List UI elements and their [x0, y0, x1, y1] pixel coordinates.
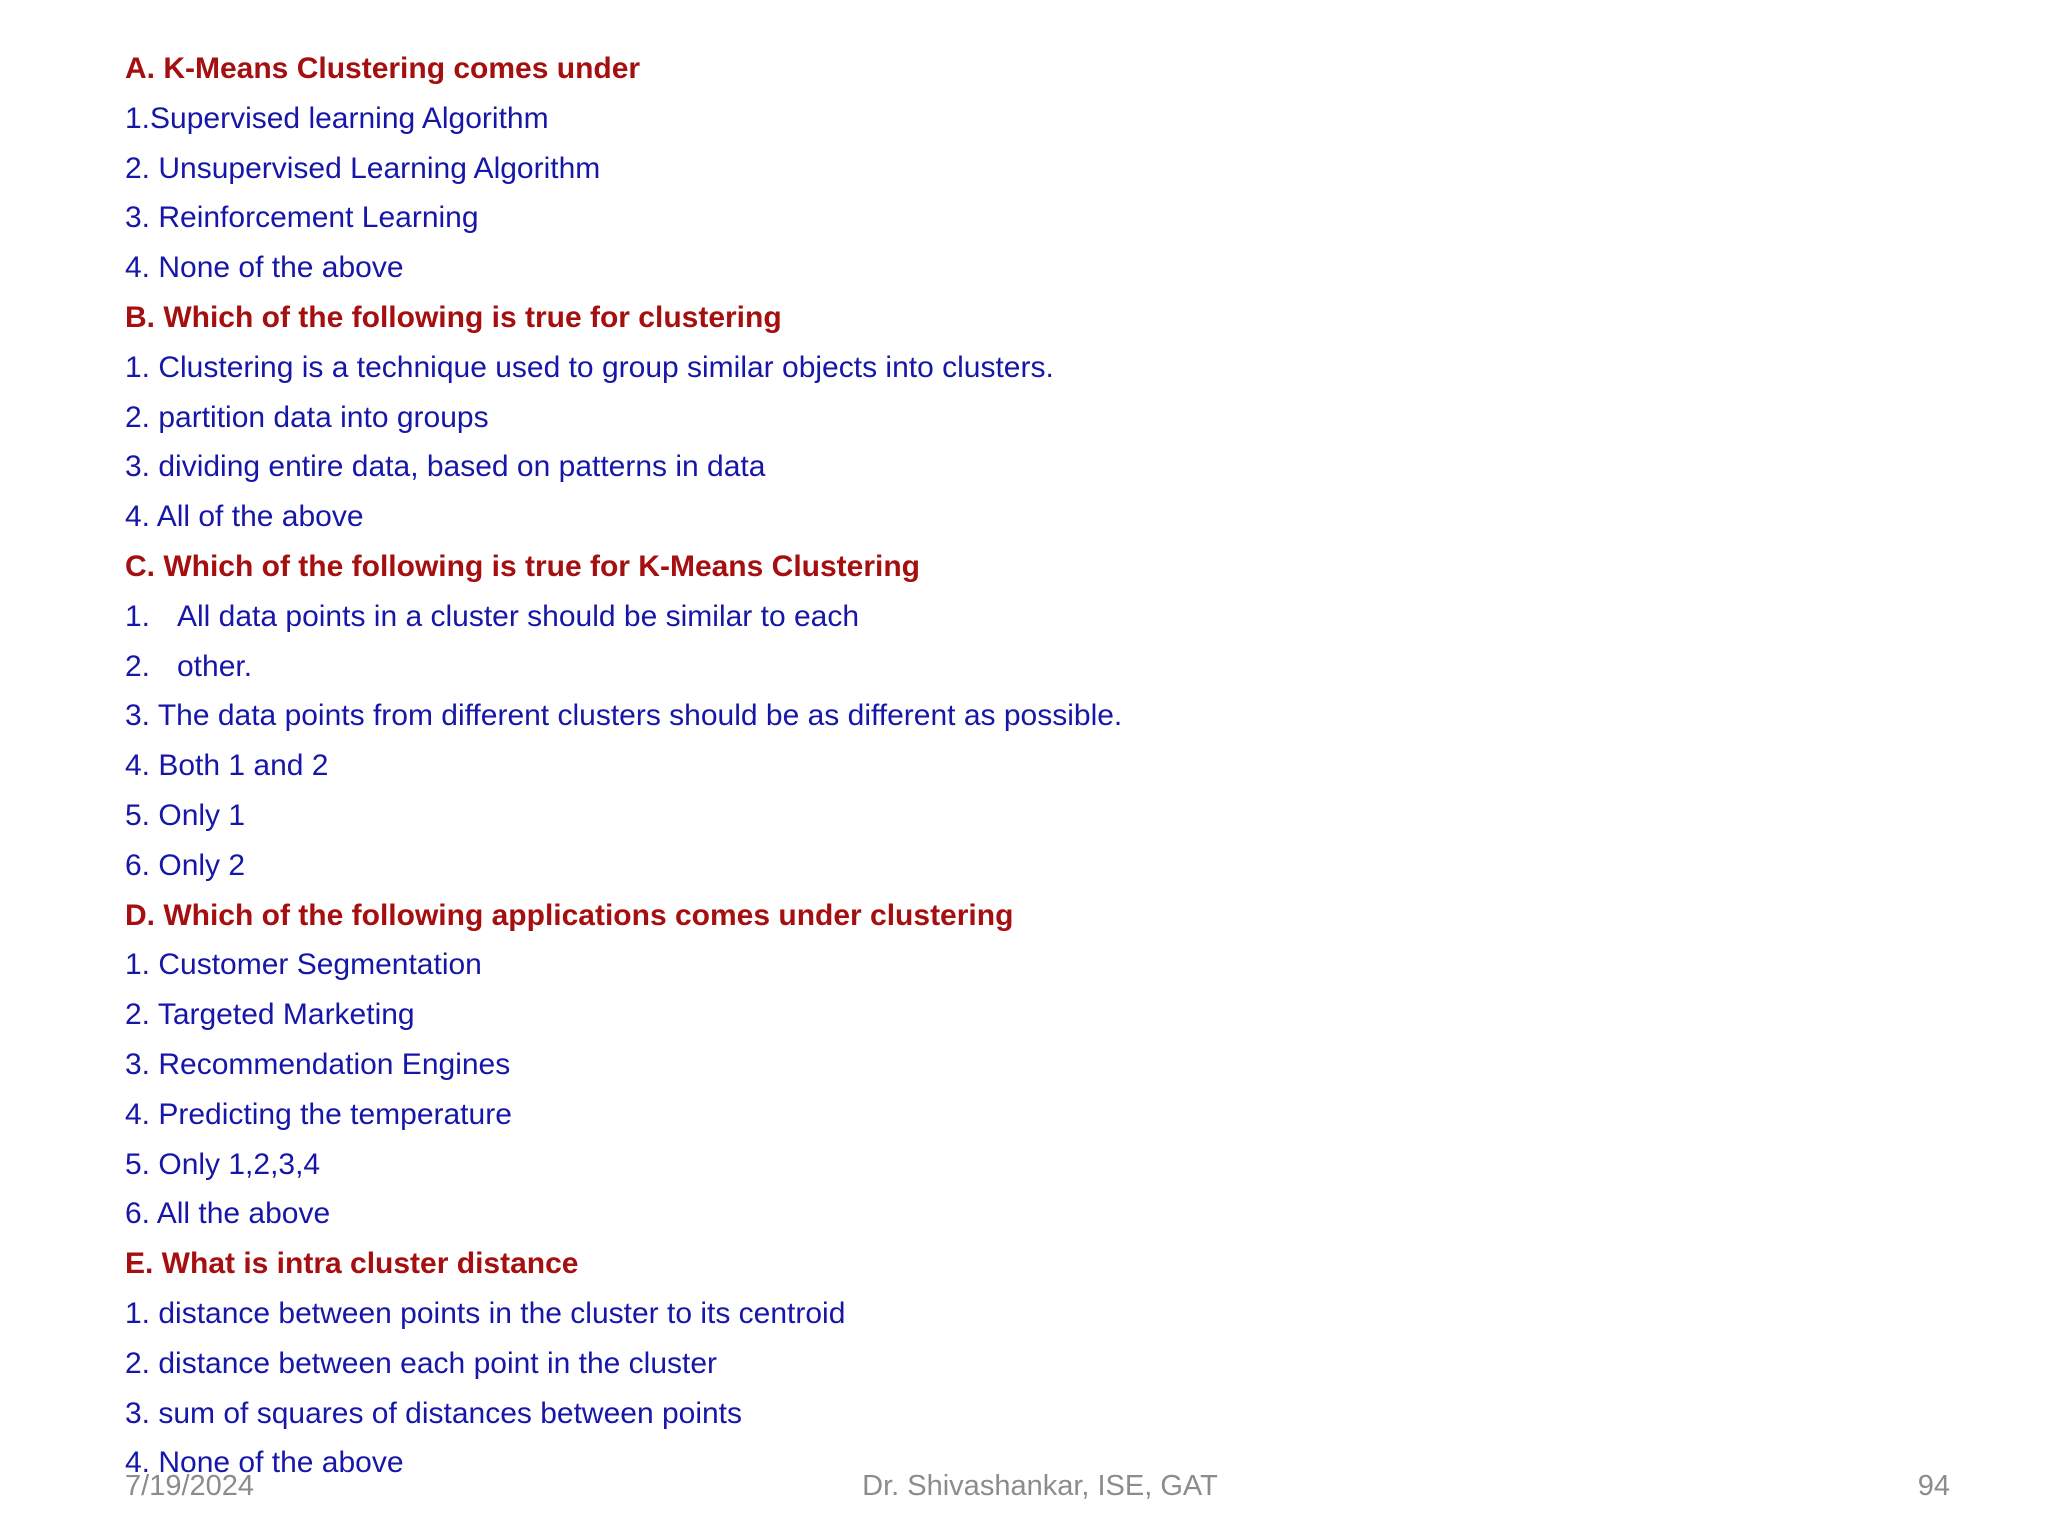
question-a-option-1: 1.Supervised learning Algorithm [125, 101, 549, 135]
question-e-option-1: 1. distance between points in the cluster to its centroid [125, 1296, 846, 1330]
question-d-option-5: 5. Only 1,2,3,4 [125, 1147, 321, 1181]
question-a-heading: A. K-Means Clustering comes under [125, 52, 641, 85]
question-e-option-3: 3. sum of squares of distances between points [125, 1396, 743, 1430]
question-d-heading: D. Which of the following applications comes under clustering [125, 898, 1014, 932]
question-b-option-2: 2. partition data into groups [125, 400, 489, 434]
question-b-option-3: 3. dividing entire data, based on patterns in data [125, 450, 766, 484]
list-item-text: All data points in a cluster should be similar to each [177, 599, 860, 633]
list-item-number: 2. [125, 649, 151, 683]
footer-author: Dr. Shivashankar, ISE, GAT [862, 1470, 1218, 1502]
question-a-option-2: 2. Unsupervised Learning Algorithm [125, 151, 601, 185]
footer-date: 7/19/2024 [125, 1470, 255, 1502]
question-e-heading: E. What is intra cluster distance [125, 1247, 579, 1281]
question-c-option-3: 3. The data points from different clusters should be as different as possible. [125, 699, 1123, 733]
question-c-heading: C. Which of the following is true for K-Means Clustering [125, 549, 920, 583]
list-item-number: 1. [125, 599, 151, 633]
question-b-option-4: 4. All of the above [125, 500, 364, 534]
question-c-list-item-1 [125, 592, 1825, 642]
question-d-option-1: 1. Customer Segmentation [125, 948, 482, 982]
list-item-text: other. [177, 649, 253, 683]
question-d-option-2: 2. Targeted Marketing [125, 998, 415, 1032]
question-a-option-3: 3. Reinforcement Learning [125, 201, 479, 235]
question-b-option-1: 1. Clustering is a technique used to group similar objects into clusters. [125, 350, 1054, 384]
question-e-option-2: 2. distance between each point in the cluster [125, 1346, 718, 1380]
question-b-heading: B. Which of the following is true for clustering [125, 300, 782, 334]
footer-page-number: 94 [1917, 1470, 1950, 1502]
question-d-option-6: 6. All the above [125, 1197, 331, 1231]
question-c-option-5: 5. Only 1 [125, 798, 246, 832]
question-c-option-4: 4. Both 1 and 2 [125, 749, 329, 783]
question-d-option-4: 4. Predicting the temperature [125, 1097, 512, 1131]
question-c-list-item-2 [125, 642, 1825, 692]
question-c-option-6: 6. Only 2 [125, 848, 246, 882]
question-e-option-4: 4. None of the above [125, 1446, 404, 1480]
question-d-option-3: 3. Recommendation Engines [125, 1047, 511, 1081]
question-a-option-4: 4. None of the above [125, 251, 404, 285]
quiz-content [125, 44, 1825, 1488]
